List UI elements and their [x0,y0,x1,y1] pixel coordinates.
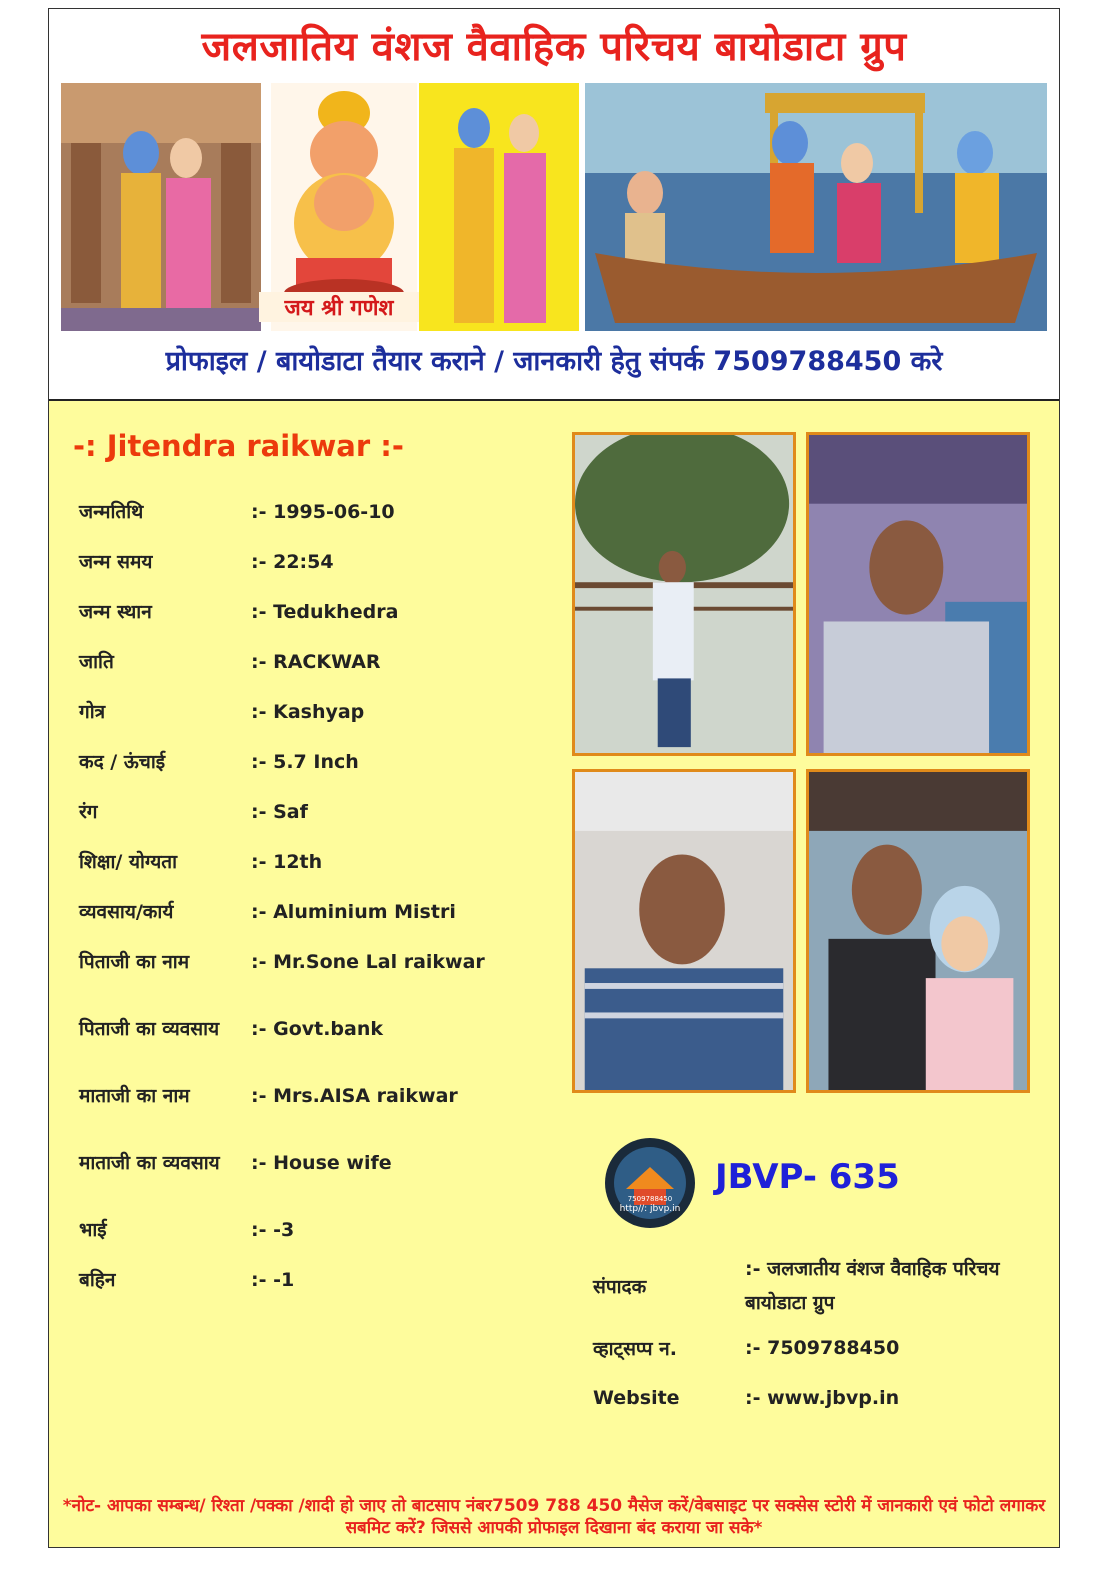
detail-value: :- -3 [251,1219,295,1241]
detail-row [79,1205,549,1255]
jbvp-logo-icon [604,1137,696,1229]
editor-label: संपादक [593,1276,647,1298]
detail-row [79,787,549,837]
detail-value: :- Mrs.AISA raikwar [251,1085,458,1107]
detail-label: व्यवसाय/कार्य [79,901,174,923]
detail-row [79,837,549,887]
logo-url: http//: jbvp.in [619,1204,681,1214]
candidate-photo-3 [572,769,796,1093]
detail-value: :- Govt.bank [251,1018,384,1040]
detail-value: :- 1995-06-10 [251,501,395,523]
detail-label: पिताजी का नाम [79,951,190,973]
detail-value: :- House wife [251,1152,392,1174]
detail-row [79,1255,549,1305]
candidate-photo-2 [806,432,1030,756]
ganesh-caption: जय श्री गणेश [259,292,419,322]
detail-label: जन्म समय [79,551,153,573]
detail-value: :- 22:54 [251,551,334,573]
detail-label: माताजी का व्यवसाय [79,1152,220,1174]
detail-label: जन्म स्थान [79,601,152,623]
detail-value: :- 12th [251,851,323,873]
detail-label: शिक्षा/ योग्यता [79,851,177,873]
whatsapp-number[interactable]: :- 7509788450 [745,1337,900,1359]
editor-row [593,1373,1053,1423]
detail-value: :- Aluminium Mistri [251,901,456,923]
detail-row [79,937,549,987]
detail-value: :- 5.7 Inch [251,751,359,773]
detail-label: जाति [79,651,114,673]
contact-line: प्रोफाइल / बायोडाटा तैयार कराने / जानकारी हेतु संपर्क 7509788450 करे [165,346,943,377]
detail-value: :- Saf [251,801,308,823]
editor-label: व्हाट्सप्प न. [593,1338,677,1360]
biodata-sheet [48,8,1060,1548]
detail-label: गोत्र [79,701,106,723]
detail-row [79,1071,549,1121]
detail-row [79,737,549,787]
boat-scene-image [585,83,1047,331]
editor-info [593,1249,1053,1423]
candidate-name: -: Jitendra raikwar :- [73,429,404,463]
detail-label: पिताजी का व्यवसाय [79,1018,220,1040]
detail-row [79,1121,549,1205]
detail-value: :- RACKWAR [251,651,381,673]
detail-row [79,587,549,637]
editor-row [593,1323,1053,1373]
header-banner [49,9,1059,401]
ram-sita-yellow-image [419,83,579,331]
detail-row [79,487,549,537]
detail-list [79,487,549,1305]
detail-label: भाई [79,1219,107,1241]
detail-row [79,887,549,937]
ram-sita-image [61,83,261,331]
logo-phone: 7509788450 [627,1195,673,1203]
detail-label: माताजी का नाम [79,1085,190,1107]
detail-value: :- Mr.Sone Lal raikwar [251,951,485,973]
editor-row [593,1249,1053,1323]
detail-row [79,637,549,687]
detail-label: जन्मतिथि [79,501,144,523]
detail-row [79,687,549,737]
candidate-photo-4 [806,769,1030,1093]
footer-note: *नोट- आपका सम्बन्ध/ रिश्ता /पक्का /शादी हो जाए तो बाटसाप नंबर7509 788 450 मैसेज करें/वेबसाइट पर सक्सेस स्टोरी में जानकारी एवं फोटो लगाकर सबमिट करें? जिससे आपकी प्रोफाइल दिखाना बंद कराया जा सके* [62,1496,1046,1538]
editor-value: :- जलजातीय वंशज वैवाहिक परिचय बायोडाटा ग्रुप [745,1258,1000,1314]
group-title: जलजातिय वंशज वैवाहिक परिचय बायोडाटा ग्रुप [201,24,907,70]
editor-label: Website [593,1387,680,1409]
detail-label: रंग [79,801,98,823]
detail-label: बहिन [79,1269,116,1291]
profile-code: JBVP- 635 [715,1157,900,1197]
detail-value: :- Tedukhedra [251,601,399,623]
candidate-photo-1 [572,432,796,756]
detail-label: कद / ऊंचाई [79,751,166,773]
detail-row [79,537,549,587]
detail-row [79,987,549,1071]
website-link[interactable]: :- www.jbvp.in [745,1387,900,1409]
detail-value: :- -1 [251,1269,295,1291]
detail-value: :- Kashyap [251,701,365,723]
